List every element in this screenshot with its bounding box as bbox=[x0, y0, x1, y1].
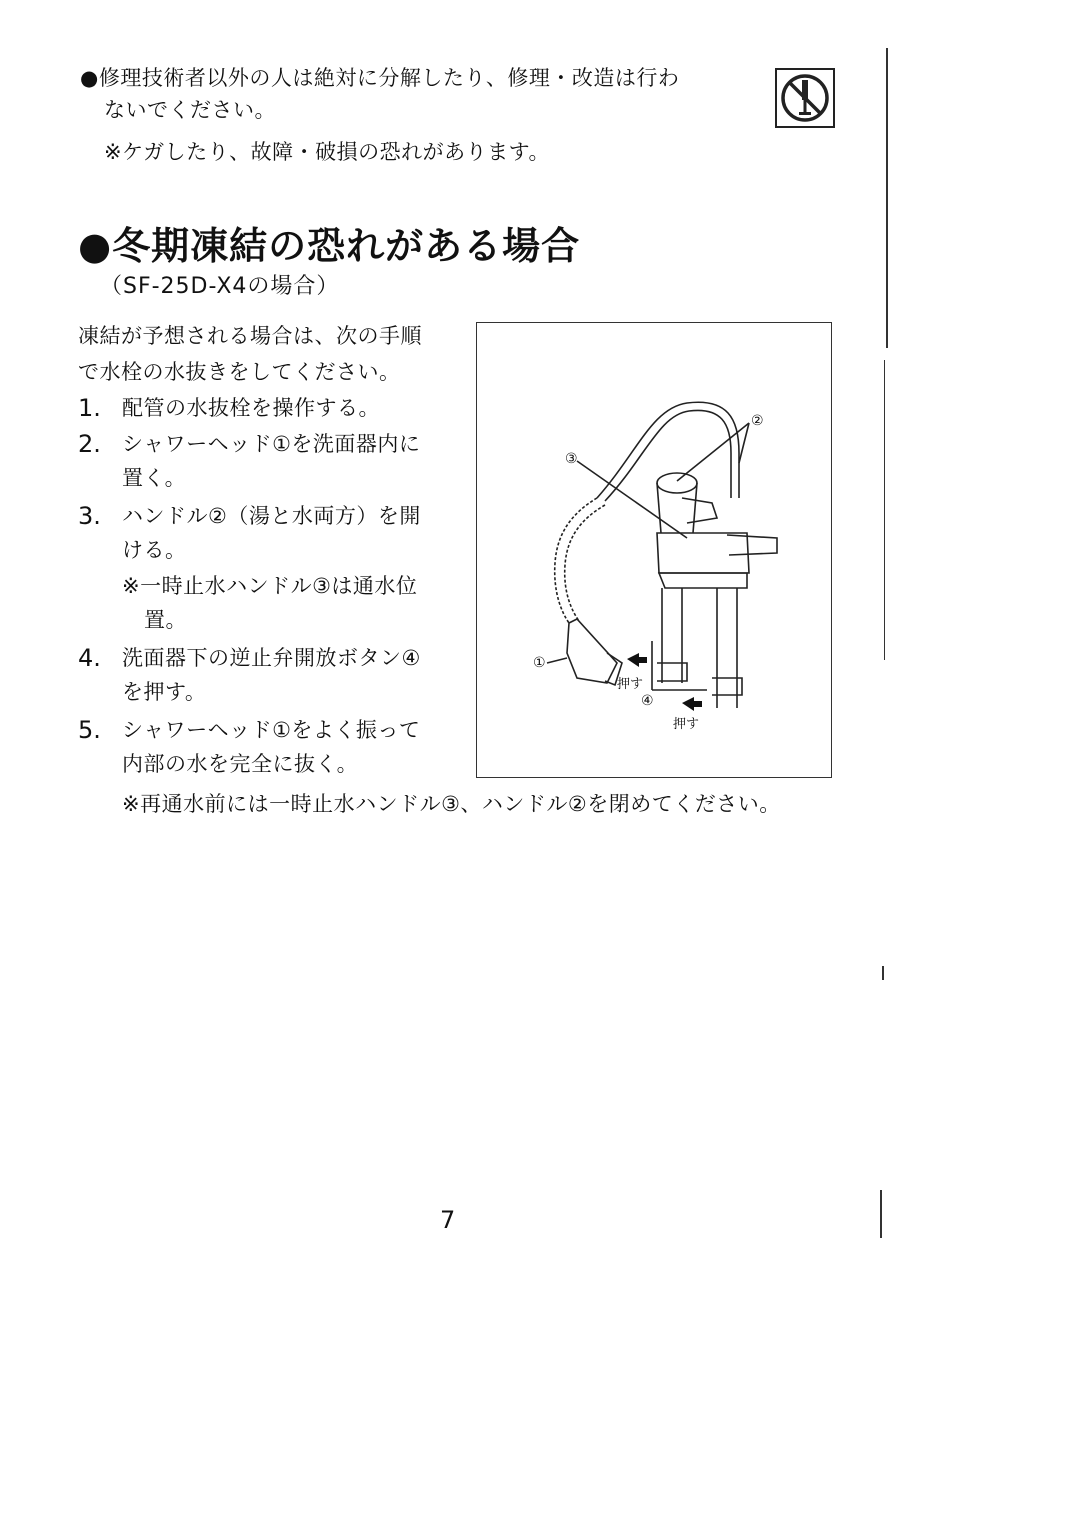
binding-mark bbox=[882, 966, 884, 980]
callout-label-1: ① bbox=[533, 655, 546, 671]
step-note: ※一時止水ハンドル③は通水位 bbox=[122, 574, 418, 598]
push-label: 押す bbox=[617, 677, 644, 692]
step-text: を押す。 bbox=[122, 680, 207, 704]
step-text: 配管の水抜栓を操作する。 bbox=[122, 396, 380, 420]
step-text: 内部の水を完全に抜く。 bbox=[122, 752, 359, 776]
step-note: 置。 bbox=[144, 608, 187, 632]
step-number: 3. bbox=[78, 502, 101, 530]
warning-text-line1: ●修理技術者以外の人は絶対に分解したり、修理・改造は行わ bbox=[80, 66, 680, 90]
binding-mark bbox=[880, 1190, 882, 1238]
step-text: シャワーヘッド①をよく振って bbox=[122, 718, 421, 742]
step-text: ける。 bbox=[122, 538, 187, 562]
binding-mark bbox=[884, 360, 885, 660]
step-number: 4. bbox=[78, 644, 101, 672]
step-text: 洗面器下の逆止弁開放ボタン④ bbox=[122, 646, 421, 670]
section-subheading: （SF-25D-X4の場合） bbox=[100, 274, 340, 299]
step-number: 1. bbox=[78, 394, 101, 422]
step-number: 2. bbox=[78, 430, 101, 458]
step-text: 置く。 bbox=[122, 466, 187, 490]
callout-label-4: ④ bbox=[641, 693, 654, 709]
step-text: ハンドル②（湯と水両方）を開 bbox=[122, 504, 421, 528]
binding-mark bbox=[886, 48, 888, 348]
step-number: 5. bbox=[78, 716, 101, 744]
step-text: シャワーヘッド①を洗面器内に bbox=[122, 432, 421, 456]
intro-text-line2: で水栓の水抜きをしてください。 bbox=[78, 360, 401, 384]
no-disassembly-icon bbox=[775, 68, 835, 128]
intro-text-line1: 凍結が予想される場合は、次の手順 bbox=[78, 324, 422, 348]
closing-note: ※再通水前には一時止水ハンドル③、ハンドル②を閉めてください。 bbox=[122, 792, 781, 816]
push-label: 押す bbox=[673, 717, 700, 732]
warning-note: ※ケガしたり、故障・破損の恐れがあります。 bbox=[104, 140, 550, 164]
page-number: 7 bbox=[440, 1206, 456, 1234]
section-heading: ●冬期凍結の恐れがある場合 bbox=[78, 224, 581, 268]
faucet-diagram bbox=[476, 322, 832, 778]
callout-label-2: ② bbox=[751, 413, 764, 429]
callout-label-3: ③ bbox=[565, 451, 578, 467]
warning-text-line2: ないでください。 bbox=[104, 98, 276, 122]
